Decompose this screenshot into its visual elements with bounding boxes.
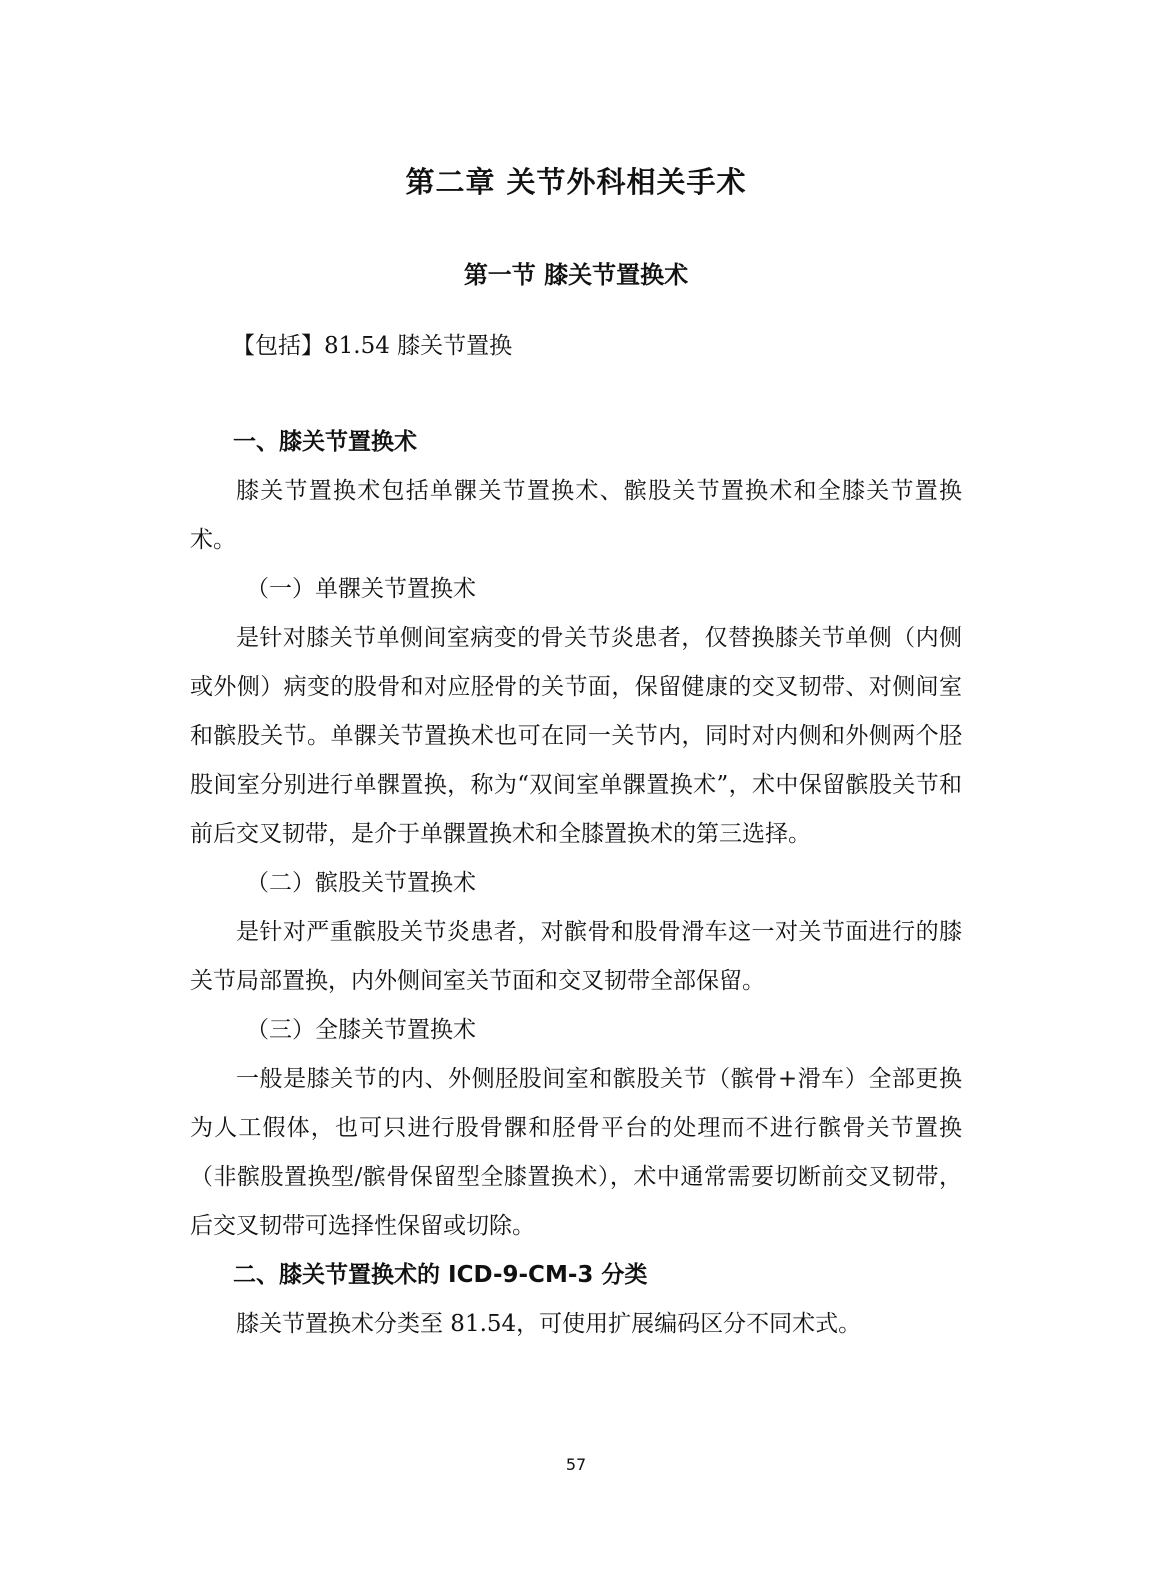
includes-line: 【包括】81.54 膝关节置换 [232,333,513,359]
section-title: 第一节 膝关节置换术 [463,261,689,289]
paragraph-unicompartmental: 是针对膝关节单侧间室病变的骨关节炎患者，仅替换膝关节单侧（内侧或外侧）病变的股骨和对应胫骨的关节面，保留健康的交叉韧带、对侧间室和髌股关节。单髁关节置换术也可在同一关节内，同时对内侧和外侧两个胫股间室分别进行单髁置换，称为“双间室单髁置换术”，术中保留髌股关节和前后交叉韧带，是介于单髁置换术和全膝置换术的第三选择。 [190,625,962,847]
subheading-patellofemoral: （二）髌股关节置换术 [246,870,476,896]
subheading-unicompartmental: （一）单髁关节置换术 [246,576,476,602]
page-number: 57 [565,1455,587,1474]
paragraph-icd-classification: 膝关节置换术分类至 81.54，可使用扩展编码区分不同术式。 [236,1311,862,1337]
body-text [190,418,962,1349]
paragraph-total-knee: 一般是膝关节的内、外侧胫股间室和髌股关节（髌骨+滑车）全部更换为人工假体，也可只进行股骨髁和胫骨平台的处理而不进行髌骨关节置换（非髌股置换型/髌骨保留型全膝置换术），术中通常需要切断前交叉韧带，后交叉韧带可选择性保留或切除。 [190,1066,962,1239]
heading-knee-replacement: 一、膝关节置换术 [233,429,417,455]
paragraph-patellofemoral: 是针对严重髌股关节炎患者，对髌骨和股骨滑车这一对关节面进行的膝关节局部置换，内外侧间室关节面和交叉韧带全部保留。 [190,919,962,994]
paragraph-overview: 膝关节置换术包括单髁关节置换术、髌股关节置换术和全膝关节置换术。 [190,478,962,553]
chapter-title: 第二章 关节外科相关手术 [405,165,747,199]
subheading-total-knee: （三）全膝关节置换术 [246,1017,476,1043]
heading-icd-classification: 二、膝关节置换术的 ICD-9-CM-3 分类 [233,1262,648,1288]
